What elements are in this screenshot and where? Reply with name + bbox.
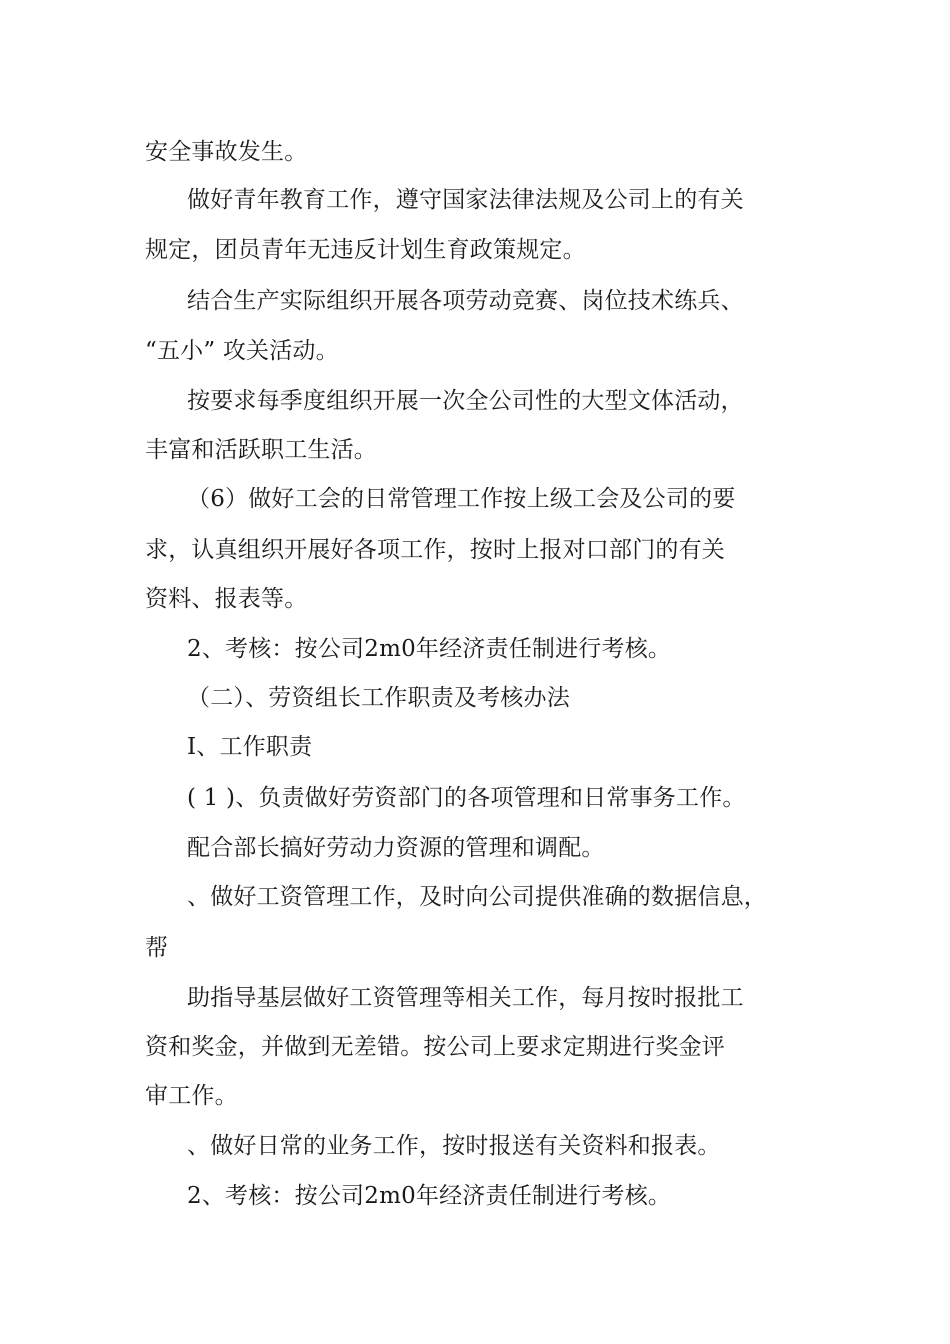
text-line: 做好青年教育工作，遵守国家法律法规及公司上的有关 (187, 187, 744, 213)
section-heading: （二）、劳资组长工作职责及考核办法 (187, 685, 570, 711)
text-line: ( 1 )、负责做好劳资部门的各项管理和日常事务工作。 (187, 785, 746, 811)
text-line: 求，认真组织开展好各项工作，按时上报对口部门的有关 (145, 537, 725, 563)
text-line: （6）做好工会的日常管理工作按上级工会及公司的要 (187, 486, 736, 512)
text-line: 2、考核：按公司2m0年经济责任制进行考核。 (187, 1183, 672, 1209)
text-line: 配合部长搞好劳动力资源的管理和调配。 (187, 835, 605, 861)
text-line: 资料、报表等。 (145, 586, 308, 612)
text-line: 审工作。 (145, 1083, 238, 1109)
text-line: 按要求每季度组织开展一次全公司性的大型文体活动， (187, 388, 744, 414)
text-line: 2、考核：按公司2m0年经济责任制进行考核。 (187, 636, 672, 662)
text-line: 资和奖金，并做到无差错。按公司上要求定期进行奖金评 (145, 1034, 725, 1060)
text-line: 结合生产实际组织开展各项劳动竞赛、岗位技术练兵、 (187, 288, 744, 314)
text-line: 规定，团员青年无违反计划生育政策规定。 (145, 237, 586, 263)
text-line: 帮 (145, 935, 169, 961)
text-line: 、做好日常的业务工作，按时报送有关资料和报表。 (187, 1133, 721, 1159)
text-line: “五小” 攻关活动。 (145, 338, 339, 364)
text-line: 、做好工资管理工作，及时向公司提供准确的数据信息， (187, 884, 767, 910)
text-line: 安全事故发生。 (145, 139, 308, 165)
text-line: 丰富和活跃职工生活。 (145, 437, 377, 463)
text-line: 助指导基层做好工资管理等相关工作，每月按时报批工 (187, 985, 744, 1011)
section-subheading: I、工作职责 (187, 734, 313, 760)
